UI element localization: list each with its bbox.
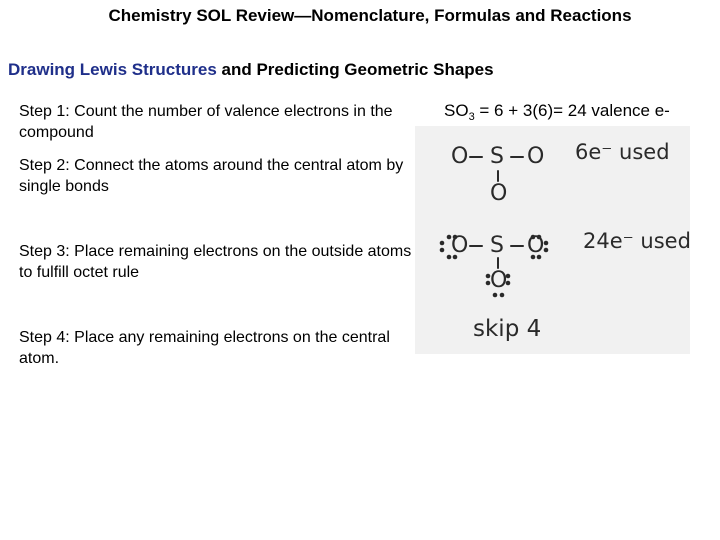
atom-o-bottom: O (490, 268, 508, 293)
valence-formula (444, 101, 670, 123)
formula-subscript: 3 (468, 111, 475, 123)
atom-o-right: O (527, 233, 545, 258)
atom-s-center: S (490, 144, 504, 169)
note-electrons-used-second: 24e⁻ used (583, 229, 691, 253)
step-3: Step 3: Place remaining electrons on the outside atoms to fulfill octet rule (19, 243, 412, 281)
atom-o-left: O (451, 233, 469, 258)
note-skip-step: skip 4 (473, 316, 542, 342)
slide-title (8, 60, 494, 80)
step-1: Step 1: Count the number of valence electrons in the compound (19, 103, 393, 141)
note-electrons-used-first: 6e⁻ used (575, 140, 670, 164)
step-4: Step 4: Place any remaining electrons on the central atom. (19, 329, 390, 367)
atom-o-left: O (451, 144, 469, 169)
atom-o-bottom: O (490, 181, 508, 206)
page-header (0, 6, 720, 26)
title-highlight: Drawing Lewis Structures (8, 60, 217, 79)
formula-prefix: SO (444, 101, 469, 120)
formula-rest: = 6 + 3(6)= 24 valence e- (474, 101, 670, 120)
title-rest: and Predicting Geometric Shapes (216, 60, 494, 79)
header-text: Chemistry SOL Review—Nomenclature, Formulas and Reactions (108, 6, 632, 25)
step-2: Step 2: Connect the atoms around the central atom by single bonds (19, 157, 404, 195)
lewis-sketch (415, 126, 690, 354)
atom-s-center: S (490, 233, 504, 258)
atom-o-right: O (527, 144, 545, 169)
